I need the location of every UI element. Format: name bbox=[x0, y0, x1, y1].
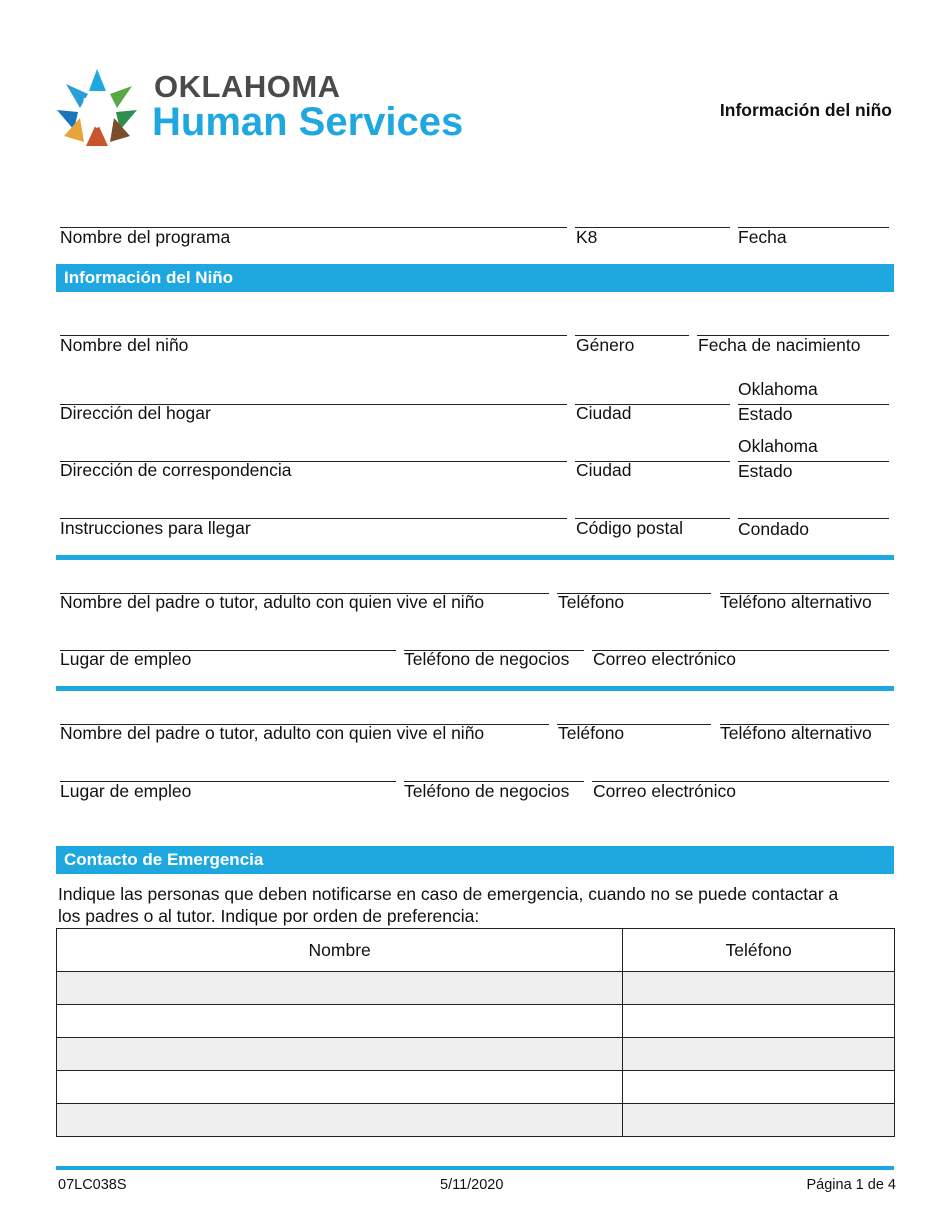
guardian-2-employer-field[interactable] bbox=[60, 759, 396, 781]
contact-name-cell[interactable] bbox=[57, 1104, 623, 1137]
mailing-city-label: Ciudad bbox=[576, 460, 632, 480]
contact-name-cell[interactable] bbox=[57, 1038, 623, 1071]
contact-name-cell[interactable] bbox=[57, 1071, 623, 1104]
directions-label: Instrucciones para llegar bbox=[60, 518, 251, 538]
guardian-1-alt-phone-field[interactable] bbox=[720, 571, 889, 593]
contact-phone-cell[interactable] bbox=[623, 1104, 895, 1137]
county-label: Condado bbox=[738, 519, 810, 539]
guardian-2-email-label: Correo electrónico bbox=[593, 781, 736, 801]
guardian-1-email-label: Correo electrónico bbox=[593, 649, 736, 669]
mailing-city-field[interactable] bbox=[575, 439, 730, 461]
contact-name-cell[interactable] bbox=[57, 972, 623, 1005]
page-number: Página 1 de 4 bbox=[806, 1177, 896, 1193]
emergency-contacts-table bbox=[56, 928, 895, 1137]
guardian-2-alt-phone-field[interactable] bbox=[720, 702, 889, 724]
k8-line bbox=[575, 227, 730, 228]
revision-date: 5/11/2020 bbox=[440, 1177, 504, 1193]
guardian-2-phone-field[interactable] bbox=[557, 702, 711, 724]
guardian-2-phone-label: Teléfono bbox=[558, 723, 625, 743]
guardian-1-name-label: Nombre del padre o tutor, adulto con quien vive el niño bbox=[60, 592, 485, 612]
table-row bbox=[57, 972, 895, 1005]
logo-text-bottom: Human Services bbox=[152, 100, 464, 144]
guardian-1-phone-label: Teléfono bbox=[558, 592, 625, 612]
contact-phone-cell[interactable] bbox=[623, 1005, 895, 1038]
home-address-label: Dirección del hogar bbox=[60, 403, 211, 423]
guardian-1-business-phone-label: Teléfono de negocios bbox=[404, 649, 570, 669]
home-address-field[interactable] bbox=[60, 382, 567, 404]
home-state-label: Estado bbox=[738, 404, 793, 424]
county-field[interactable] bbox=[738, 496, 889, 518]
agency-logo bbox=[54, 66, 464, 156]
column-header-name: Nombre bbox=[57, 929, 623, 972]
home-city-label: Ciudad bbox=[576, 403, 632, 423]
logo-text-top: OKLAHOMA bbox=[154, 69, 341, 104]
home-state-value[interactable]: Oklahoma bbox=[738, 379, 818, 399]
guardian-2-name-field[interactable] bbox=[60, 702, 549, 724]
k8-label: K8 bbox=[576, 227, 598, 247]
guardian-2-business-phone-label: Teléfono de negocios bbox=[404, 781, 570, 801]
guardian-1-email-field[interactable] bbox=[592, 628, 889, 650]
guardian-1-alt-phone-label: Teléfono alternativo bbox=[720, 592, 872, 612]
dob-label: Fecha de nacimiento bbox=[698, 335, 861, 355]
star-logo-icon bbox=[54, 66, 140, 152]
contact-phone-cell[interactable] bbox=[623, 972, 895, 1005]
table-row bbox=[57, 1104, 895, 1137]
mailing-state-label: Estado bbox=[738, 461, 793, 481]
guardian-2-name-label: Nombre del padre o tutor, adulto con quien vive el niño bbox=[60, 723, 485, 743]
contact-phone-cell[interactable] bbox=[623, 1038, 895, 1071]
gender-field[interactable] bbox=[575, 313, 689, 335]
footer-divider bbox=[56, 1166, 894, 1170]
section-divider bbox=[56, 555, 894, 560]
contact-name-cell[interactable] bbox=[57, 1005, 623, 1038]
emergency-instructions-line1: Indique las personas que deben notificarse en caso de emergencia, cuando no se puede contactar a bbox=[58, 884, 839, 904]
guardian-1-employer-field[interactable] bbox=[60, 628, 396, 650]
mailing-address-label: Dirección de correspondencia bbox=[60, 460, 292, 480]
gender-label: Género bbox=[576, 335, 635, 355]
guardian-2-email-field[interactable] bbox=[592, 759, 889, 781]
guardian-1-employer-label: Lugar de empleo bbox=[60, 649, 192, 669]
mailing-address-field[interactable] bbox=[60, 439, 567, 461]
guardian-2-alt-phone-label: Teléfono alternativo bbox=[720, 723, 872, 743]
mailing-state-value[interactable]: Oklahoma bbox=[738, 436, 818, 456]
zip-label: Código postal bbox=[576, 518, 684, 538]
section-divider bbox=[56, 686, 894, 691]
emergency-section-heading: Contacto de Emergencia bbox=[56, 846, 894, 874]
table-row bbox=[57, 1038, 895, 1071]
guardian-2-business-phone-field[interactable] bbox=[404, 759, 584, 781]
guardian-1-name-field[interactable] bbox=[60, 571, 549, 593]
zip-field[interactable] bbox=[575, 496, 730, 518]
program-name-field[interactable] bbox=[60, 205, 567, 227]
directions-field[interactable] bbox=[60, 496, 567, 518]
k8-field[interactable] bbox=[575, 205, 730, 227]
child-name-label: Nombre del niño bbox=[60, 335, 189, 355]
guardian-1-phone-field[interactable] bbox=[557, 571, 711, 593]
date-label: Fecha bbox=[738, 227, 787, 247]
contact-phone-cell[interactable] bbox=[623, 1071, 895, 1104]
column-header-phone: Teléfono bbox=[623, 929, 895, 972]
date-field[interactable] bbox=[738, 205, 889, 227]
table-header-row bbox=[57, 929, 895, 972]
emergency-instructions-line2: los padres o al tutor. Indique por orden de preferencia: bbox=[58, 906, 480, 926]
form-code: 07LC038S bbox=[58, 1177, 127, 1193]
child-name-field[interactable] bbox=[60, 313, 567, 335]
home-city-field[interactable] bbox=[575, 382, 730, 404]
guardian-1-business-phone-field[interactable] bbox=[404, 628, 584, 650]
guardian-2-employer-label: Lugar de empleo bbox=[60, 781, 192, 801]
child-section-heading: Información del Niño bbox=[56, 264, 894, 292]
table-row bbox=[57, 1071, 895, 1104]
table-row bbox=[57, 1005, 895, 1038]
form-title: Información del niño bbox=[719, 100, 892, 120]
program-name-label: Nombre del programa bbox=[60, 227, 231, 247]
dob-field[interactable] bbox=[697, 313, 889, 335]
